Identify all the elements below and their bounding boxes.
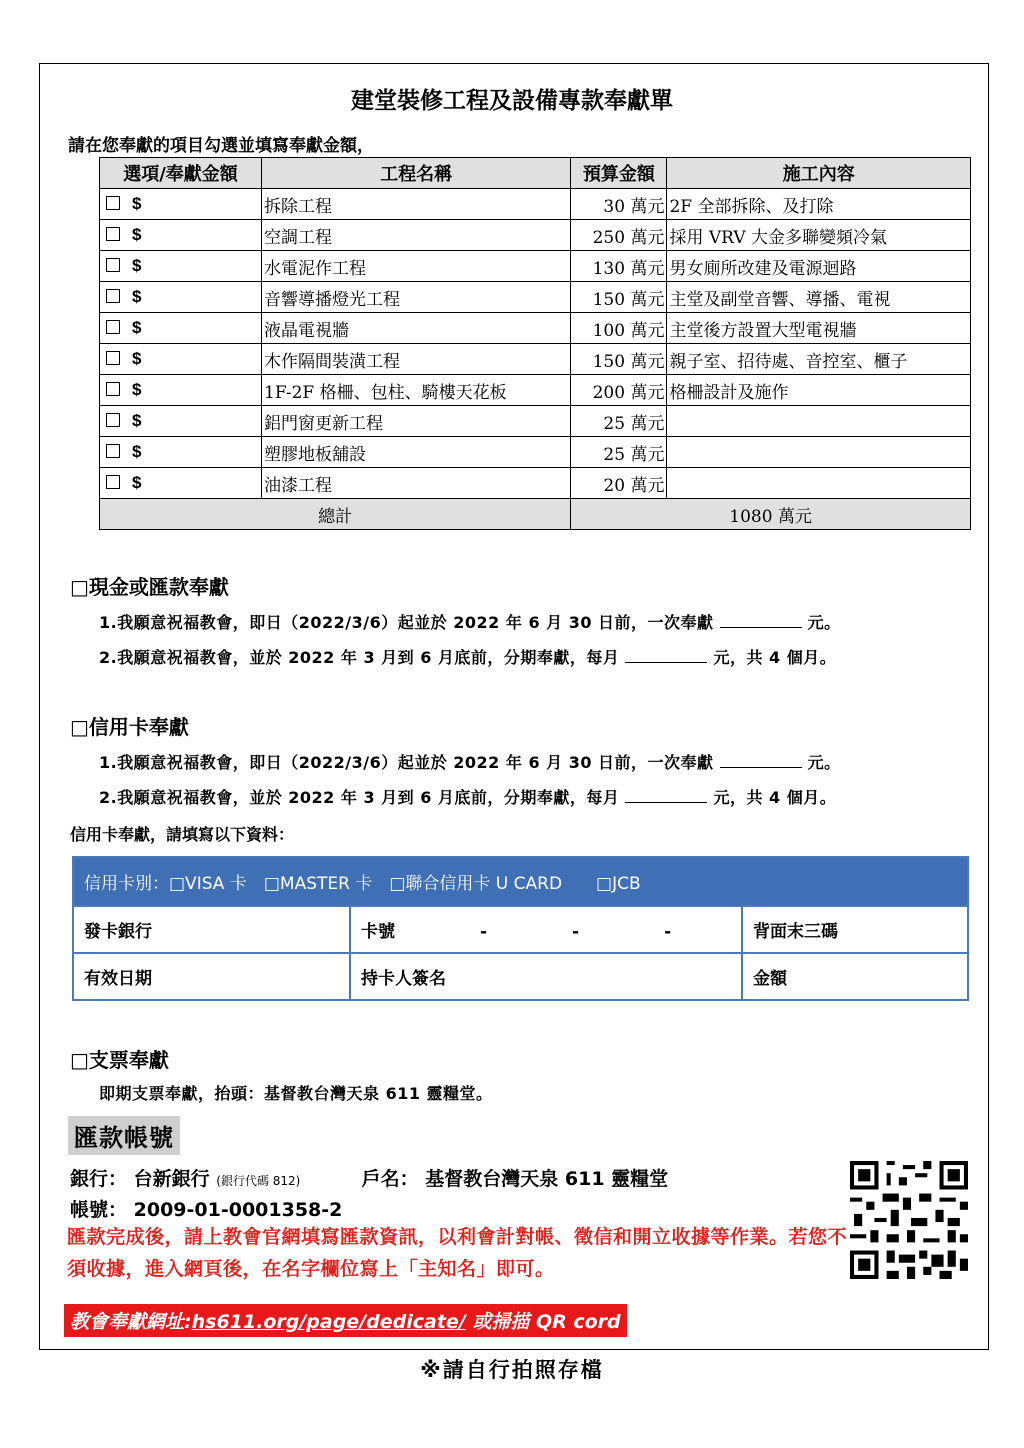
currency-sign: $ xyxy=(132,473,142,492)
card-heading[interactable]: □信用卡奉獻 xyxy=(70,715,189,739)
currency-sign: $ xyxy=(132,287,142,306)
bank-code: (銀行代碼 812) xyxy=(216,1174,301,1188)
card-line-1 xyxy=(99,750,841,773)
project-budget: 250 萬元 xyxy=(571,220,667,251)
account-name: 基督教台灣天泉 611 靈糧堂 xyxy=(425,1168,669,1190)
project-budget: 130 萬元 xyxy=(571,251,667,282)
web-link[interactable]: hs611.org/page/dedicate/ xyxy=(191,1311,466,1333)
table-row xyxy=(100,375,971,406)
project-name: 1F-2F 格柵、包柱、騎樓天花板 xyxy=(262,375,571,406)
cheque-line: 即期支票奉獻，抬頭：基督教台灣天泉 611 靈糧堂。 xyxy=(99,1084,493,1103)
project-content: 主堂後方設置大型電視牆 xyxy=(667,313,971,344)
project-name: 水電泥作工程 xyxy=(262,251,571,282)
total-value: 1080 萬元 xyxy=(571,499,971,530)
account-info xyxy=(70,1195,342,1222)
project-name: 鋁門窗更新工程 xyxy=(262,406,571,437)
cash-heading[interactable]: □現金或匯款奉獻 xyxy=(70,575,229,599)
credit-card-table xyxy=(72,856,969,1001)
amount-field[interactable]: 金額 xyxy=(742,953,968,1000)
bank-info xyxy=(70,1164,668,1191)
table-row xyxy=(100,220,971,251)
donation-website[interactable] xyxy=(64,1304,627,1337)
checkbox[interactable] xyxy=(106,351,120,365)
checkbox[interactable] xyxy=(106,196,120,210)
cash-line-2-text: 2.我願意祝福教會，並於 2022 年 3 月到 6 月底前，分期奉獻，每月 xyxy=(99,648,620,667)
table-header-row xyxy=(100,158,971,189)
account-name-label: 戶名： xyxy=(361,1168,419,1190)
project-budget: 30 萬元 xyxy=(571,189,667,220)
option-cell[interactable] xyxy=(100,189,262,220)
table-row xyxy=(100,406,971,437)
project-budget: 20 萬元 xyxy=(571,468,667,499)
option-cell[interactable] xyxy=(100,251,262,282)
currency-sign: $ xyxy=(132,411,142,430)
header-content: 施工內容 xyxy=(667,158,971,189)
table-row xyxy=(100,437,971,468)
card-line-2 xyxy=(99,785,836,808)
project-name: 木作隔間裝潢工程 xyxy=(262,344,571,375)
page-title: 建堂裝修工程及設備專款奉獻單 xyxy=(351,87,673,114)
qr-code-icon[interactable] xyxy=(850,1161,968,1279)
amount-blank[interactable] xyxy=(720,627,802,628)
amount-blank[interactable] xyxy=(720,767,802,768)
option-cell[interactable] xyxy=(100,468,262,499)
total-row xyxy=(100,499,971,530)
checkbox[interactable] xyxy=(106,227,120,241)
option-cell[interactable] xyxy=(100,344,262,375)
project-content xyxy=(667,468,971,499)
project-content: 親子室、招待處、音控室、櫃子 xyxy=(667,344,971,375)
project-name: 拆除工程 xyxy=(262,189,571,220)
card-line-2-unit: 元，共 4 個月。 xyxy=(713,788,837,807)
checkbox[interactable] xyxy=(106,382,120,396)
option-cell[interactable] xyxy=(100,220,262,251)
option-cell[interactable] xyxy=(100,375,262,406)
option-cell[interactable] xyxy=(100,313,262,344)
currency-sign: $ xyxy=(132,318,142,337)
project-budget: 100 萬元 xyxy=(571,313,667,344)
table-row xyxy=(100,189,971,220)
currency-sign: $ xyxy=(132,194,142,213)
project-budget: 25 萬元 xyxy=(571,406,667,437)
checkbox[interactable] xyxy=(106,258,120,272)
bank-name: 台新銀行 xyxy=(133,1168,210,1190)
project-budget: 150 萬元 xyxy=(571,282,667,313)
checkbox[interactable] xyxy=(106,413,120,427)
card-line-1-unit: 元。 xyxy=(807,753,841,772)
card-line-1-text: 1.我願意祝福教會，即日（2022/3/6）起並於 2022 年 6 月 30 日前，一次奉獻 xyxy=(99,753,714,772)
project-content: 2F 全部拆除、及打除 xyxy=(667,189,971,220)
cheque-heading[interactable]: □支票奉獻 xyxy=(70,1048,169,1072)
project-name: 液晶電視牆 xyxy=(262,313,571,344)
cash-line-2 xyxy=(99,645,836,668)
project-name: 塑膠地板舖設 xyxy=(262,437,571,468)
signature-field[interactable]: 持卡人簽名 xyxy=(350,953,742,1000)
card-number-field[interactable]: 卡號 - - - xyxy=(350,906,742,953)
card-line-2-text: 2.我願意祝福教會，並於 2022 年 3 月到 6 月底前，分期奉獻，每月 xyxy=(99,788,620,807)
checkbox[interactable] xyxy=(106,289,120,303)
card-note: 信用卡奉獻，請填寫以下資料： xyxy=(70,825,295,844)
cash-line-2-unit: 元，共 4 個月。 xyxy=(713,648,837,667)
cvv-field[interactable]: 背面末三碼 xyxy=(742,906,968,953)
project-content: 男女廁所改建及電源迴路 xyxy=(667,251,971,282)
project-content: 主堂及副堂音響、導播、電視 xyxy=(667,282,971,313)
option-cell[interactable] xyxy=(100,406,262,437)
project-budget: 150 萬元 xyxy=(571,344,667,375)
table-row xyxy=(100,468,971,499)
table-row xyxy=(100,313,971,344)
project-content xyxy=(667,406,971,437)
remit-heading: 匯款帳號 xyxy=(68,1116,180,1155)
table-row xyxy=(100,282,971,313)
cash-line-1 xyxy=(99,610,841,633)
project-name: 油漆工程 xyxy=(262,468,571,499)
cash-line-1-unit: 元。 xyxy=(807,613,841,632)
monthly-blank[interactable] xyxy=(625,662,707,663)
issuer-field[interactable]: 發卡銀行 xyxy=(73,906,350,953)
checkbox[interactable] xyxy=(106,444,120,458)
table-row xyxy=(100,251,971,282)
table-row xyxy=(100,344,971,375)
account-number: 2009-01-0001358-2 xyxy=(133,1199,343,1221)
currency-sign: $ xyxy=(132,380,142,399)
checkbox[interactable] xyxy=(106,475,120,489)
web-suffix: 或掃描 QR cord xyxy=(465,1311,621,1333)
checkbox[interactable] xyxy=(106,320,120,334)
project-content: 採用 VRV 大金多聯變頻冷氣 xyxy=(667,220,971,251)
header-budget: 預算金額 xyxy=(571,158,667,189)
project-table xyxy=(99,157,971,530)
footer-note: ※請自行拍照存檔 xyxy=(420,1358,604,1382)
monthly-blank[interactable] xyxy=(625,802,707,803)
currency-sign: $ xyxy=(132,442,142,461)
web-label: 教會奉獻網址: xyxy=(70,1311,192,1333)
bank-label: 銀行： xyxy=(70,1168,128,1190)
option-cell[interactable] xyxy=(100,437,262,468)
currency-sign: $ xyxy=(132,256,142,275)
total-label: 總計 xyxy=(100,499,571,530)
project-content: 格柵設計及施作 xyxy=(667,375,971,406)
project-name: 空調工程 xyxy=(262,220,571,251)
card-type-selector[interactable]: 信用卡別：□VISA 卡 □MASTER 卡 □聯合信用卡 U CARD □JCB xyxy=(73,857,968,906)
project-name: 音響導播燈光工程 xyxy=(262,282,571,313)
option-cell[interactable] xyxy=(100,282,262,313)
account-label: 帳號： xyxy=(70,1199,128,1221)
project-content xyxy=(667,437,971,468)
expiry-field[interactable]: 有效日期 xyxy=(73,953,350,1000)
currency-sign: $ xyxy=(132,225,142,244)
header-option: 選項/奉獻金額 xyxy=(100,158,262,189)
currency-sign: $ xyxy=(132,349,142,368)
project-budget: 200 萬元 xyxy=(571,375,667,406)
project-budget: 25 萬元 xyxy=(571,437,667,468)
instruction-text: 請在您奉獻的項目勾選並填寫奉獻金額， xyxy=(68,136,374,156)
remit-note: 匯款完成後，請上教會官網填寫匯款資訊，以利會計對帳、徵信和開立收據等作業。若您不須收據，進入網頁後，在名字欄位寫上「主知名」即可。 xyxy=(67,1226,848,1280)
cash-line-1-text: 1.我願意祝福教會，即日（2022/3/6）起並於 2022 年 6 月 30 日前，一次奉獻 xyxy=(99,613,714,632)
header-name: 工程名稱 xyxy=(262,158,571,189)
